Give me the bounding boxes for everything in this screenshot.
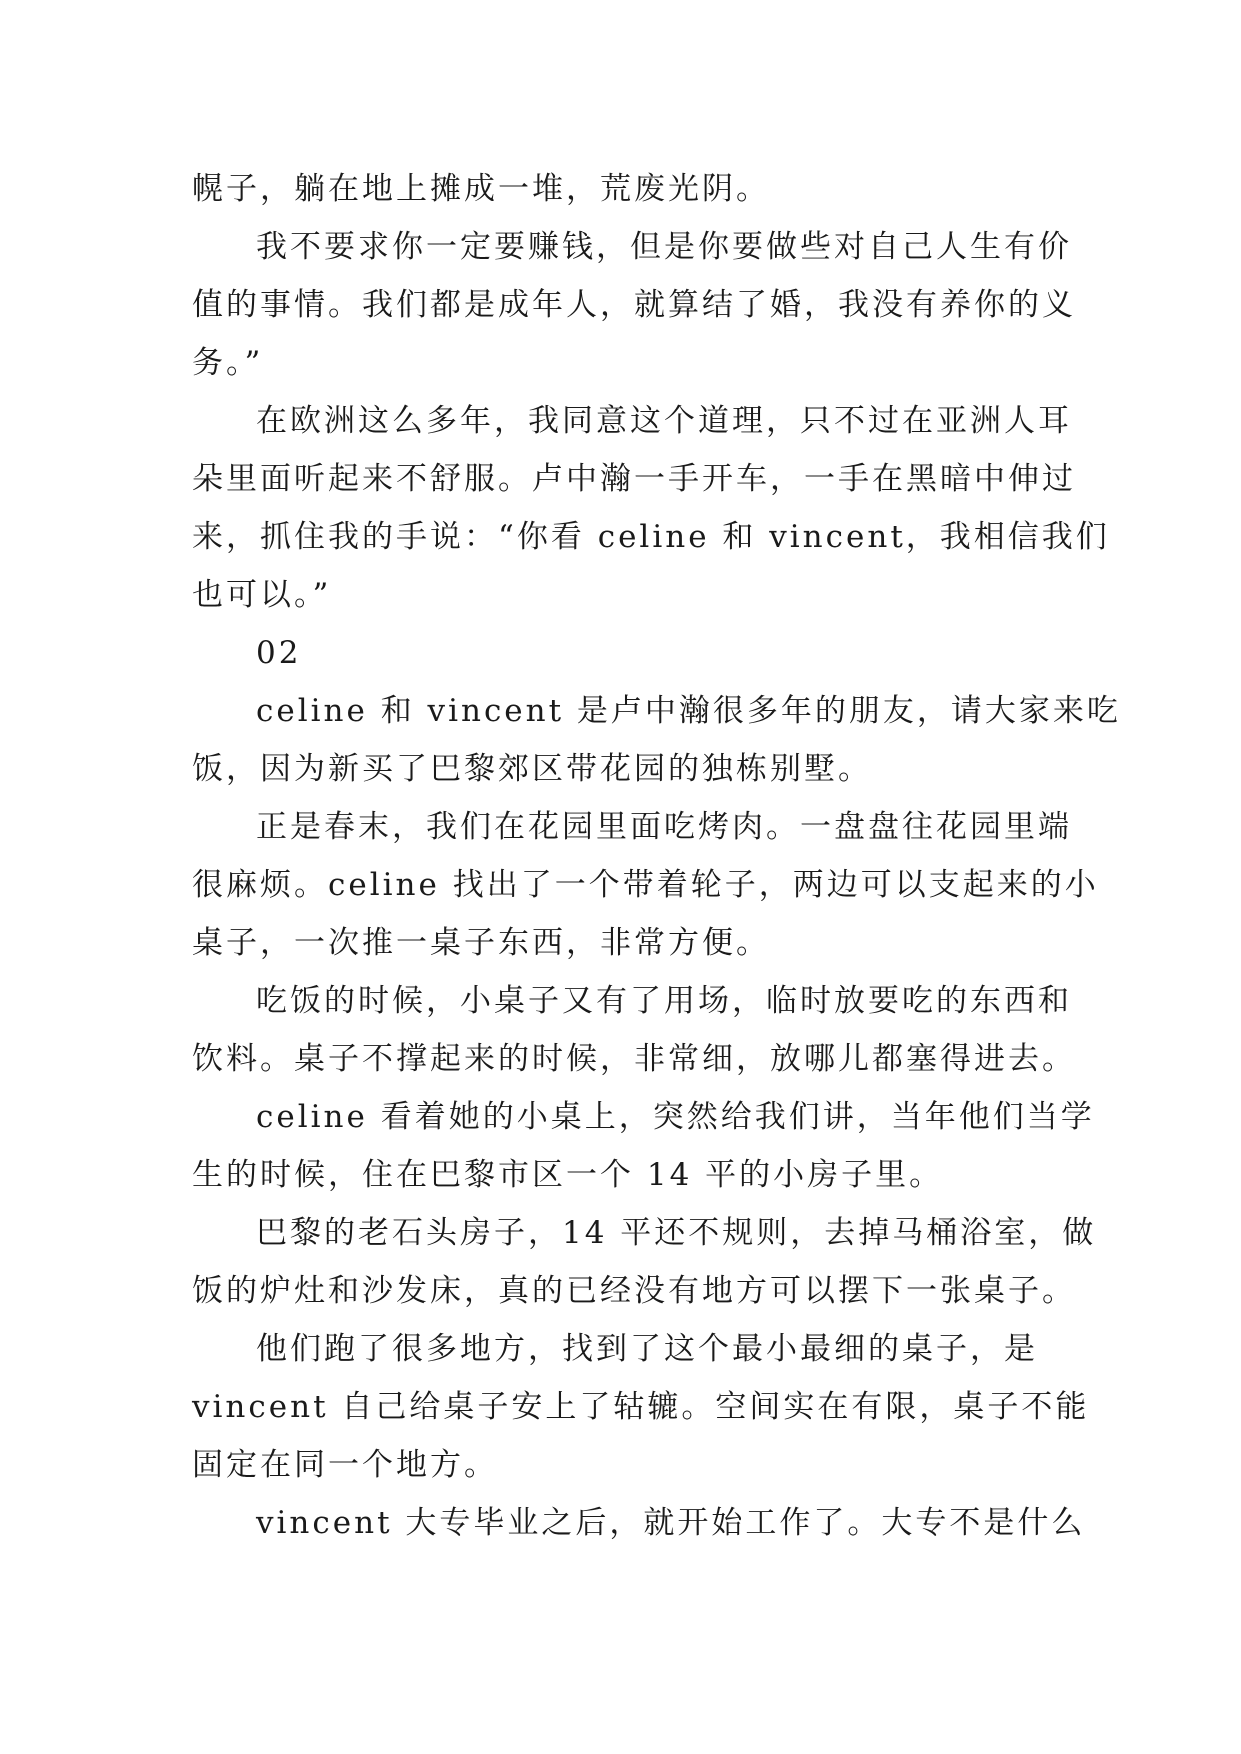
text-line: 我不要求你一定要赚钱，但是你要做些对自己人生有价 [256,229,1072,265]
text-line: vincent 自己给桌子安上了轱辘。空间实在有限，桌子不能 [192,1389,1090,1425]
text-line: 朵里面听起来不舒服。卢中瀚一手开车，一手在黑暗中伸过 [192,461,1076,497]
text-line: 正是春末，我们在花园里面吃烤肉。一盘盘往花园里端 [256,809,1072,845]
text-line: 来，抓住我的手说：“你看 celine 和 vincent，我相信我们 [192,519,1110,555]
text-line: celine 和 vincent 是卢中瀚很多年的朋友，请大家来吃 [256,693,1121,729]
text-line: celine 看着她的小桌上，突然给我们讲，当年他们当学 [256,1099,1095,1135]
text-line: 桌子，一次推一桌子东西，非常方便。 [192,925,770,961]
section-number: 02 [256,635,302,671]
text-line: 生的时候，住在巴黎市区一个 14 平的小房子里。 [192,1157,944,1193]
text-line: 很麻烦。celine 找出了一个带着轮子，两边可以支起来的小 [192,867,1099,903]
text-line: 务。” [192,345,264,381]
text-line: 吃饭的时候，小桌子又有了用场，临时放要吃的东西和 [256,983,1072,1019]
document-body [192,160,1121,1552]
text-line: 也可以。” [192,577,332,613]
text-line: 在欧洲这么多年，我同意这个道理，只不过在亚洲人耳 [256,403,1072,439]
text-line: vincent 大专毕业之后，就开始工作了。大专不是什么 [256,1505,1086,1541]
text-line: 饭，因为新买了巴黎郊区带花园的独栋别墅。 [192,751,872,787]
text-line: 固定在同一个地方。 [192,1447,498,1483]
text-line: 饭的炉灶和沙发床，真的已经没有地方可以摆下一张桌子。 [192,1273,1076,1309]
text-line: 值的事情。我们都是成年人，就算结了婚，我没有养你的义 [192,287,1076,323]
text-line: 巴黎的老石头房子，14 平还不规则，去掉马桶浴室，做 [256,1215,1097,1251]
text-line: 幌子，躺在地上摊成一堆，荒废光阴。 [192,171,770,207]
text-line: 他们跑了很多地方，找到了这个最小最细的桌子，是 [256,1331,1038,1367]
text-line: 饮料。桌子不撑起来的时候，非常细，放哪儿都塞得进去。 [192,1041,1076,1077]
